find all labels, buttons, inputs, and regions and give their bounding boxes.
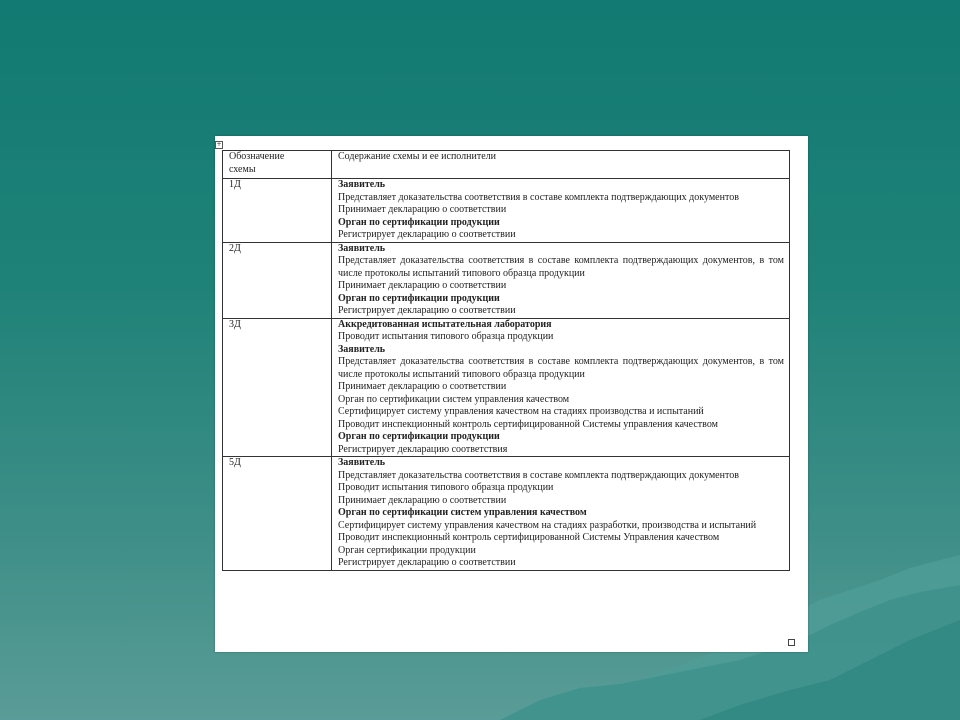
header-scheme-line-1: Обозначение [229, 151, 285, 162]
participant-heading: Орган по сертификации продукции [338, 431, 500, 442]
participant-action: Регистрирует декларацию соответствия [338, 443, 508, 455]
table-row [223, 457, 790, 571]
header-cell-content [332, 151, 790, 179]
participant-heading: Орган по сертификации продукции [338, 292, 500, 304]
table-row [223, 179, 790, 243]
participant-action: Проводит испытания типового образца продукции [338, 482, 554, 493]
participant-action: Регистрирует декларацию о соответствии [338, 229, 516, 240]
scheme-code-cell [223, 179, 332, 243]
table-move-handle-icon[interactable]: + [216, 141, 222, 148]
scheme-content-cell [332, 242, 790, 318]
participant-action: Проводит инспекционный контроль сертифицированной Системы управления качеством [338, 418, 718, 430]
participant-heading: Орган по сертификации систем управления качеством [338, 507, 587, 518]
scheme-code-cell [223, 242, 332, 318]
scheme-content-cell [332, 318, 790, 457]
scheme-code-cell [223, 318, 332, 457]
scheme-code: 1Д [229, 179, 241, 190]
participant-action: Проводит инспекционный контроль сертифицированной Системы Управления качеством [338, 532, 720, 543]
participant-action: Представляет доказательства соответствия в составе комплекта подтверждающих документов [338, 469, 739, 481]
participant-action: Орган сертификации продукции [338, 544, 476, 556]
participant-heading: Аккредитованная испытательная лаборатория [338, 318, 552, 330]
participant-action: Принимает декларацию о соответствии [338, 494, 507, 506]
participant-heading: Заявитель [338, 179, 386, 190]
participant-action: Представляет доказательства соответствия в составе комплекта подтверждающих документов, в том числе протоколы испытаний типового образца продукции [338, 356, 784, 380]
table-header-row [223, 151, 790, 179]
participant-action: Сертифицирует систему управления качеством на стадиях производства и испытаний [338, 406, 704, 417]
participant-action: Проводит испытания типового образца продукции [338, 331, 554, 342]
table-row [223, 318, 790, 457]
table-row [223, 242, 790, 318]
scheme-code: 5Д [229, 457, 241, 468]
participant-action: Сертифицирует систему управления качеством на стадиях разработки, производства и испытаний [338, 519, 757, 531]
scheme-content-cell [332, 457, 790, 571]
scheme-code: 2Д [229, 242, 241, 254]
participant-action: Представляет доказательства соответствия в составе комплекта подтверждающих документов [338, 191, 739, 203]
participant-action: Регистрирует декларацию о соответствии [338, 305, 516, 316]
participant-action: Представляет доказательства соответствия в составе комплекта подтверждающих документов, в том числе протоколы испытаний типового образца продукции [338, 255, 784, 279]
participant-heading: Заявитель [338, 343, 386, 355]
header-cell-scheme [223, 151, 332, 179]
scheme-code: 3Д [229, 318, 241, 330]
table-resize-handle-icon[interactable] [788, 639, 795, 646]
scheme-code-cell [223, 457, 332, 571]
participant-heading: Заявитель [338, 457, 386, 468]
header-content-label: Содержание схемы и ее исполнители [338, 151, 497, 162]
participant-action: Орган по сертификации систем управления качеством [338, 393, 570, 405]
header-scheme-line-2: схемы [229, 163, 256, 175]
participant-action: Принимает декларацию о соответствии [338, 204, 507, 215]
participant-heading: Заявитель [338, 242, 386, 254]
declaration-schemes-table [222, 150, 790, 571]
document-page [215, 136, 808, 652]
participant-action: Принимает декларацию о соответствии [338, 381, 507, 392]
participant-action: Принимает декларацию о соответствии [338, 280, 507, 291]
participant-heading: Орган по сертификации продукции [338, 216, 500, 228]
participant-action: Регистрирует декларацию о соответствии [338, 557, 516, 568]
scheme-content-cell [332, 179, 790, 243]
